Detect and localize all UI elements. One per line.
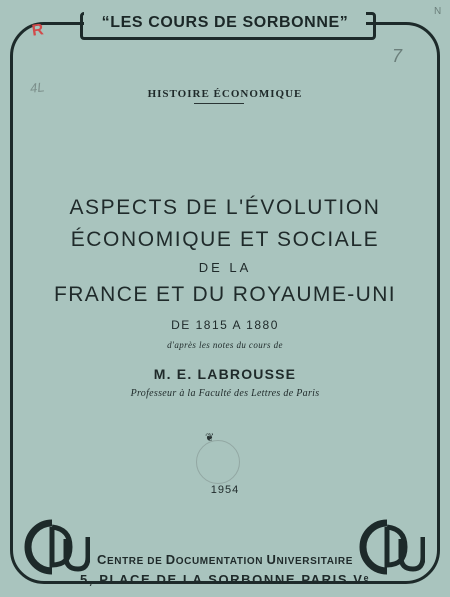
title-line-5: DE 1815 A 1880 [171,318,279,332]
title-line-2: ÉCONOMIQUE ET SOCIALE [70,228,380,251]
author-name: M. E. LABROUSSE [153,366,297,382]
series-underline [194,103,244,104]
title-line-3: DE LA [198,260,252,275]
cdu-logo-left [22,517,90,577]
author-affiliation: Professeur à la Faculté des Lettres de Paris [130,388,320,399]
title-line-4: FRANCE ET DU ROYAUME-UNI [53,283,396,306]
handwritten-r: R [30,21,45,40]
handwritten-7: 7 [392,46,403,66]
title-line-1: ASPECTS DE L'ÉVOLUTION [69,196,381,219]
corner-n: N [434,6,442,17]
library-stamp [196,440,240,484]
publisher-address: 5, PLACE DE LA SORBONNE PARIS Vᵉ [79,572,371,587]
ornament-icon: ❦ [205,432,215,444]
series-banner: “LES COURS DE SORBONNE” [84,10,366,36]
publication-year: 1954 [210,484,240,496]
notes-line: d'après les notes du cours de [167,340,283,350]
series-label: HISTOIRE ÉCONOMIQUE [147,88,303,100]
handwritten-4l: 4L [29,79,46,96]
cdu-logo-right [357,517,425,577]
publisher-name: CENTRE DE DOCUMENTATION UNIVERSITAIRE [97,552,353,567]
